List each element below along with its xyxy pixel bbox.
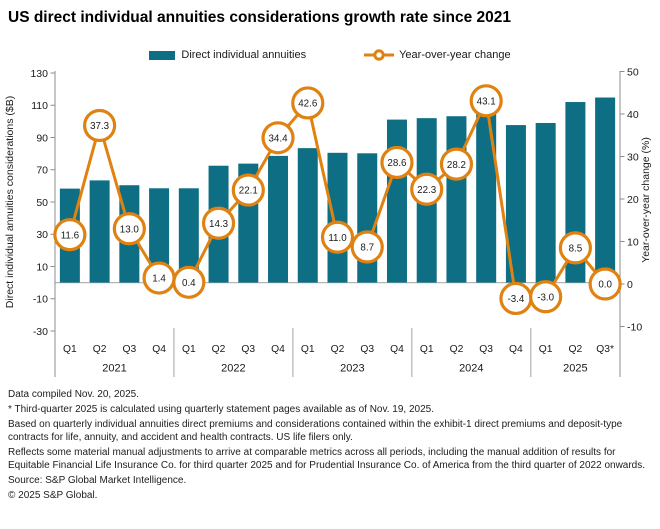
left-axis-tick-label: 130: [30, 67, 48, 80]
footnotes: [8, 388, 656, 504]
right-axis-tick-label: 40: [627, 108, 639, 121]
right-axis-tick-label: 10: [627, 236, 639, 249]
footnote-source: Source: S&P Global Market Intelligence.: [8, 475, 187, 486]
bar-2023-Q2: [328, 153, 348, 283]
quarter-label-2024-Q4: Q4: [509, 344, 523, 355]
yoy-value-2022-Q3: 22.1: [238, 185, 258, 197]
yoy-value-2023-Q1: 42.6: [298, 98, 318, 110]
quarter-label-2023-Q3: Q3: [360, 344, 375, 355]
yoy-value-2021-Q4: 1.4: [152, 273, 166, 285]
chart-title: US direct individual annuities considerations growth rate since 2021: [8, 9, 512, 26]
quarter-label-2021-Q4: Q4: [152, 344, 166, 355]
quarter-label-2023-Q1: Q1: [300, 344, 315, 355]
yoy-value-2021-Q2: 37.3: [90, 121, 110, 133]
quarter-label-2024-Q3: Q3: [479, 344, 494, 355]
legend-line-label: Year-over-year change: [399, 49, 511, 61]
left-axis-tick-label: 70: [36, 164, 48, 177]
left-axis-tick-label: 90: [36, 132, 48, 145]
quarter-label-2025-Q2: Q2: [568, 344, 583, 355]
yoy-value-2025-Q2: 8.5: [568, 243, 583, 255]
quarter-label-2024-Q1: Q1: [419, 344, 434, 355]
yoy-value-2021-Q1: 11.6: [60, 230, 80, 242]
legend-bars-label: Direct individual annuities: [181, 49, 307, 61]
quarter-label-2021-Q1: Q1: [62, 344, 77, 355]
yoy-value-2025-Q3: 0.0: [598, 279, 612, 291]
bar-2023-Q1: [298, 148, 318, 282]
quarter-label-2025-Q1: Q1: [538, 344, 553, 355]
left-axis-tick-label: 110: [31, 100, 48, 113]
quarter-label-2023-Q2: Q2: [330, 344, 345, 355]
right-axis-tick-label: 30: [627, 151, 639, 164]
right-axis-tick-label: 50: [627, 66, 639, 79]
right-axis-tick-label: -10: [627, 321, 643, 334]
yoy-value-2023-Q3: 8.7: [360, 242, 375, 254]
year-label-2025: 2025: [563, 362, 588, 375]
yoy-value-2022-Q1: 0.4: [182, 277, 196, 289]
bar-2021-Q2: [90, 180, 110, 282]
yoy-value-2022-Q4: 34.4: [268, 133, 288, 145]
left-axis-tick-label: 30: [36, 229, 48, 242]
left-axis-tick-label: 50: [36, 196, 48, 209]
quarter-label-2022-Q1: Q1: [181, 344, 196, 355]
bar-2025-Q1: [536, 123, 556, 283]
year-label-2021: 2021: [102, 362, 127, 375]
yoy-value-2024-Q1: 22.3: [417, 184, 437, 196]
yoy-value-2023-Q4: 28.6: [387, 158, 407, 170]
left-axis-tick-label: -30: [32, 325, 48, 338]
quarter-label-2022-Q2: Q2: [211, 344, 226, 355]
year-label-2024: 2024: [459, 362, 484, 375]
year-label-2022: 2022: [221, 362, 246, 375]
bar-2022-Q4: [268, 156, 288, 283]
left-axis-tick-label: 10: [36, 261, 48, 274]
yoy-value-2024-Q3: 43.1: [476, 96, 496, 108]
bar-2023-Q4: [387, 120, 407, 283]
quarter-label-2022-Q4: Q4: [271, 344, 285, 355]
bar-2025-Q3: [595, 98, 615, 283]
right-axis-title: Year-over-year change (%): [640, 137, 652, 263]
yoy-value-2022-Q2: 14.3: [209, 218, 229, 230]
bar-2024-Q2: [446, 116, 466, 282]
quarter-label-2023-Q4: Q4: [390, 344, 404, 355]
yoy-value-2023-Q2: 11.0: [328, 232, 347, 244]
quarter-label-2021-Q3: Q3: [122, 344, 137, 355]
quarter-label-2021-Q2: Q2: [92, 344, 107, 355]
footnote-adjustments: Reflects some material manual adjustments to arrive at comparable metrics across all periods, including the manual addition of results for Equitable Financial Life Insurance Co. for third quarter 2025 and for Prudential Insurance Co. of America from the third quarter of 2022 onwards.: [8, 447, 646, 471]
year-label-2023: 2023: [340, 362, 365, 375]
right-axis-tick-label: 0: [627, 278, 633, 291]
yoy-value-2024-Q2: 28.2: [446, 159, 466, 171]
yoy-value-2021-Q3: 13.0: [119, 224, 139, 236]
yoy-value-2025-Q1: -3.0: [537, 292, 555, 304]
footnote-basis: Based on quarterly individual annuities direct premiums and considerations contained within the exhibit-1 direct premiums and deposit-type contracts for life, annuity, and accident and health contracts. US life filers only.: [8, 419, 623, 443]
bar-2024-Q3: [476, 98, 496, 283]
quarter-label-2024-Q2: Q2: [449, 344, 464, 355]
left-axis-tick-label: -10: [32, 293, 48, 306]
footnote-compiled: Data compiled Nov. 20, 2025.: [8, 389, 140, 400]
footnote-copyright: © 2025 S&P Global.: [8, 490, 98, 501]
left-axis-title: Direct individual annuities considerations ($B): [4, 95, 16, 309]
right-axis-tick-label: 20: [627, 193, 639, 206]
quarter-label-2025-Q3: Q3*: [596, 344, 615, 355]
footnote-asterisk: * Third-quarter 2025 is calculated using quarterly statement pages available as of Nov. 19, 2025.: [8, 404, 434, 415]
yoy-value-2024-Q4: -3.4: [507, 294, 525, 306]
quarter-label-2022-Q3: Q3: [241, 344, 256, 355]
